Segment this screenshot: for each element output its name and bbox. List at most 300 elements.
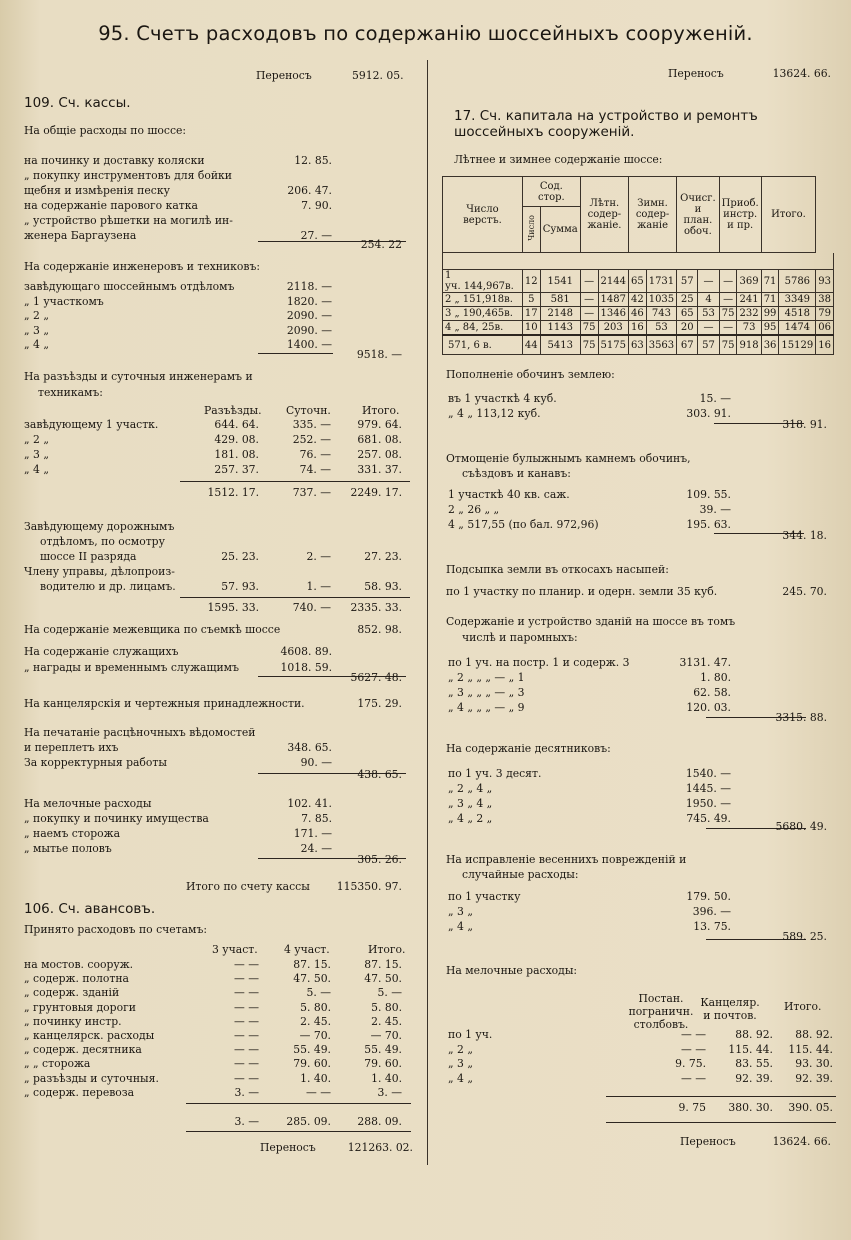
row-label: „ 4 „ [448,1071,473,1085]
maintenance-cell-text: 151,918в. [462,294,513,305]
row-value-a: 57. 93. [221,580,259,593]
row-value-b: 252. — [292,433,331,446]
list-item-value: 1820. — [286,294,332,308]
row-value-a: 25. 23. [221,550,259,563]
maintenance-cell-text: 5413 [547,339,573,351]
maintenance-cell [761,293,779,307]
sum-value-c: 288. 09. [357,1115,402,1128]
row-value-c: 2. 45. [371,1014,402,1028]
row-value-c: 93. 30. [795,1057,833,1070]
maintenance-row [443,321,834,336]
maintenance-cell-text: — [584,275,595,287]
list-item-text: по 1 уч. на постр. 1 и содерж. 3 [448,656,630,669]
list-item-text: 4 „ 517,55 (по бал. 972,96) [448,518,599,531]
col-versts: Число верстъ. [443,177,523,253]
list-item-value: 120. 03. [686,701,731,714]
maintenance-cell-text: 4 [705,294,712,305]
row-value-b: 74. — [299,463,331,476]
maintenance-cell-text: 2148 [547,308,573,319]
row-value-c: 5. 80. [371,1000,402,1014]
list-item-text: „ 4 „ 113,12 куб. [448,407,541,420]
row-label: водителю и др. лицамъ. [40,580,176,593]
engineers-total: 9518. — [356,348,402,361]
row-value-b: 335. — [292,418,331,431]
maintenance-cell [540,321,580,336]
rule [186,1103,411,1104]
list-item-value: 348. 65. [287,741,332,754]
maintenance-cell-text: 5175 [600,339,626,351]
maintenance-cell [580,270,598,293]
petty-col-total: Итого. [784,1000,822,1013]
maintenance-row [443,293,834,307]
row-value-b: 76. — [299,448,331,461]
maintenance-cell [816,270,834,293]
maintenance-cell-text: 2144 [600,275,626,287]
list-item-value: 745. 49. [686,812,731,825]
maintenance-cell [646,335,676,355]
paving-total: 344. 18. [782,529,827,542]
row-value-a: 429. 08. [214,433,259,446]
travel-heading: На разъѣзды и суточныя инженерамъ и [24,370,253,383]
maintenance-cell-text: — [723,322,734,333]
row-value-c: 47. 50. [364,972,402,986]
list-item-text: „ 2 „ „ „ — „ 1 [448,671,525,684]
buildings-heading-cont: числѣ и паромныхъ: [462,631,578,644]
row-value-a: 9. 75. [675,1057,706,1070]
cash-total-value: 115350. 97. [336,880,402,893]
row-value-a: 257. 37. [214,463,259,476]
bottom-carry-label-right: Переносъ [680,1135,736,1148]
list-item-text: 1 участкѣ 40 кв. саж. [448,488,570,501]
maintenance-cell-text: 67 [680,339,694,351]
maintenance-cell-text: 1474 [784,322,811,333]
col-guard-sum: Сумма [540,207,580,253]
list-item-text: „ устройство рѣшетки на могилѣ ин- [24,214,233,227]
list-item-value: 62. 58. [693,686,731,699]
maintenance-sum-row [443,335,834,355]
maintenance-cell [628,293,646,307]
maintenance-cell-text: — [584,294,595,305]
list-item-text: За корректурныя работы [24,756,167,769]
maintenance-cell [761,321,779,336]
row-value-a: — — [233,1014,259,1028]
maintenance-cell [719,307,737,321]
row-label: завѣдующему 1 участк. [24,418,159,431]
bottom-carry-value-right: 13624. 66. [772,1135,831,1148]
maintenance-cell-text: 63 [630,339,644,351]
row-value-b: 47. 50. [293,972,331,986]
engineers-heading: На содержаніе инженеровъ и техниковъ: [24,260,261,273]
paving-heading: Отмощеніе булыжнымъ камнемъ обочинъ, [446,452,691,465]
maintenance-cell [540,270,580,293]
list-item-text: женера Баргаузена [24,229,137,242]
row-value-c: 5. — [377,986,402,1000]
row-label: „ 4 „ [24,463,49,476]
maintenance-cell [737,293,761,307]
maintenance-cell-text: 75 [582,322,596,333]
rule [258,353,333,354]
maintenance-cell [779,270,816,293]
list-item-text: „ наемъ сторожа [24,827,121,840]
list-item-text: „ 3 „ [24,323,49,337]
maintenance-cell-text: 12 [524,275,538,287]
maintenance-cell [628,270,646,293]
petty-heading-right: На мелочные расходы: [446,964,578,977]
slopes-text: по 1 участку по планир. и одерн. земли 35 куб. [446,585,718,598]
maintenance-cell-text: 743 [651,308,671,319]
list-item-text: 2 „ 26 „ „ [448,503,500,516]
maintenance-cell-text: 42 [630,294,644,305]
maintenance-cell [737,270,761,293]
maintenance-cell [677,293,698,307]
maintenance-cell [580,321,598,336]
maintenance-cell [719,293,737,307]
row-value-c: 115. 44. [788,1042,833,1056]
list-item-text: на починку и доставку коляски [24,154,205,167]
list-item-text: „ 3 „ [448,905,473,918]
maintenance-cell-text: 3349 [784,294,811,305]
list-item-value: 303. 91. [686,407,731,420]
maintenance-cell [628,335,646,355]
maintenance-cell [698,270,719,293]
list-item-text: На содержаніе служащихъ [24,645,179,658]
maintenance-cell-text: 16 [818,339,831,351]
maintenance-cell [737,335,761,355]
section-17-heading-cont: шоссейныхъ сооруженій. [454,124,635,140]
row-value-c: 79. 60. [364,1057,402,1071]
maintenance-cell-text: 15129 [781,339,814,351]
list-item-text: На мелочные расходы [24,797,152,810]
list-item-text: завѣдующаго шоссейнымъ отдѣломъ [24,280,235,293]
row-value-a: — — [233,1043,259,1057]
list-item-text: по 1 уч. 3 десят. [448,767,542,780]
row-value-c: 92. 39. [795,1071,833,1085]
general-expenses-heading: На общіе расходы по шоссе: [24,124,187,137]
row-value-b: 2. — [306,550,331,563]
maintenance-cell-text: 65 [680,308,694,319]
maintenance-cell [761,335,779,355]
list-item-text: „ 4 „ [24,338,49,351]
advances-heading: Принято расходовъ по счетамъ: [24,923,207,936]
maintenance-cell [628,307,646,321]
maintenance-cell-text: 190,465в. [462,308,513,319]
row-label: „ починку инстр. [24,1014,122,1028]
list-item-value: 109. 55. [686,488,731,501]
col-shoulders: Очисг. и план. обоч. [677,177,720,253]
list-item-text: на содержаніе парового катка [24,199,198,212]
row-value-a: 181. 08. [214,448,259,461]
rule [606,1122,836,1123]
row-value-b: 83. 55. [735,1057,773,1070]
travel-col-daily: Суточн. [286,404,331,417]
list-item-text: „ 2 „ 4 „ [448,782,493,795]
row-label: Члену управы, дѣлопроиз- [24,565,175,578]
row-label: „ содерж. десятника [24,1043,142,1057]
list-item-value: 24. — [300,842,332,855]
maintenance-cell [779,321,816,336]
maintenance-cell [779,307,816,321]
maintenance-cell [646,307,676,321]
rule [186,1131,411,1132]
maintenance-cell [816,307,834,321]
maintenance-cell [719,270,737,293]
row-value-a: — — [233,986,259,1000]
maintenance-row-label: 2 „ [445,294,460,305]
maintenance-cell-text: 918 [739,339,759,351]
slopes-value: 245. 70. [782,585,827,598]
list-item-text: и переплетъ ихъ [24,741,119,754]
row-value-b: 5. 80. [300,1000,331,1014]
maintenance-row-label: 1 уч. [445,270,461,292]
repairs-heading: На исправленіе весеннихъ повреждeній и [446,853,687,866]
list-item-value: 7. 90. [301,199,332,212]
maintenance-cell [816,321,834,336]
sum-value-b: 285. 09. [286,1115,331,1128]
advances-col-4: 4 участ. [284,943,330,956]
carry-label: Переносъ [256,69,312,82]
maintenance-cell-text: 46 [630,308,644,319]
list-item-value: 1950. — [685,797,731,810]
carry-value: 5912. 05. [352,69,404,82]
col-guards: Сод. стор. [522,177,580,207]
list-item-value: 195. 63. [686,518,731,531]
maintenance-cell [719,321,737,336]
list-item-value: 12. 85. [294,154,332,167]
row-value-b: 1. — [306,580,331,593]
maintenance-cell [646,321,676,336]
maintenance-cell [677,270,698,293]
row-value-a: — — [233,972,259,986]
maintenance-cell [598,307,628,321]
maintenance-cell-text: 1143 [547,322,573,333]
list-item-value: 1540. — [685,767,731,780]
list-item-value: 396. — [692,905,731,918]
list-item-text: „ покупку и починку имущества [24,812,209,825]
maintenance-cell-text: 4518 [784,308,811,319]
sum-value-a: 3. — [234,1115,259,1128]
printing-total: 438. 65. [357,768,402,781]
travel-heading-cont: техникамъ: [38,386,103,399]
maintenance-cell [598,335,628,355]
petty-col-office: Канцеляр. и почтов. [700,996,760,1022]
maintenance-cell-text: 1731 [648,275,675,287]
row-value-b: 88. 92. [735,1028,773,1041]
row-label: „ канцелярск. расходы [24,1029,155,1042]
maintenance-cell [816,335,834,355]
row-value-b: 92. 39. [735,1071,773,1085]
row-label: шоссе II разряда [40,550,137,563]
sum-value-b: 380. 30. [728,1101,773,1114]
foremen-total: 5680. 49. [775,820,827,833]
list-item-value: 7. 85. [301,812,332,825]
row-value-c: 27. 23. [364,550,402,563]
col-summer: Лѣтн. содер- жаніе. [580,177,628,253]
row-value-b: — — [305,1085,331,1099]
row-value-c: 3. — [377,1085,402,1099]
maintenance-cell-text: 16 [630,322,644,333]
surveyor-value: 852. 98. [357,623,402,636]
row-value-b: 79. 60. [293,1057,331,1071]
section-17-heading: 17. Сч. капитала на устройство и ремонтъ [454,108,758,124]
row-label: „ разъѣзды и суточныя. [24,1071,159,1085]
maintenance-cell-text: 36 [763,339,777,351]
foremen-heading: На содержаніе десятниковъ: [446,742,611,755]
maintenance-cell [698,293,719,307]
petty-col-posts: Постан. пограничн. столбовъ. [628,992,694,1031]
petty-total: 305. 26. [357,853,402,866]
list-item-text: „ 4 „ „ „ — „ 9 [448,701,525,714]
maintenance-cell [646,293,676,307]
list-item-text: „ 1 участкомъ [24,294,104,308]
col-winter: Зимн. содер- жаніе [628,177,676,253]
row-value-a: — — [233,1071,259,1085]
maintenance-cell [580,293,598,307]
maintenance-spacer [443,253,834,270]
list-item-value: 15. — [699,392,731,405]
row-value-c: 257. 08. [357,448,402,461]
maintenance-cell-text: — [703,275,714,287]
maintenance-cell [598,270,628,293]
maintenance-cell-text: 38 [818,294,831,305]
maintenance-cell [580,335,598,355]
maintenance-cell [598,293,628,307]
list-item-text: по 1 участку [448,890,521,903]
maintenance-cell [737,321,761,336]
rule [606,1096,836,1097]
row-value-b: 1. 40. [300,1071,331,1085]
maintenance-cell [761,307,779,321]
row-value-c: 58. 93. [364,580,402,593]
col-total: Итого. [761,177,816,253]
row-label: по 1 уч. [448,1028,493,1041]
maintenance-cell-text: 53 [655,322,668,333]
sum-value-a: 9. 75 [678,1101,706,1114]
general-expenses-total: 254. 22 [360,238,402,251]
list-item-value: 27. — [300,229,332,242]
row-label: „ 2 „ [24,433,49,446]
maintenance-cell [540,293,580,307]
row-value-b: 2. 45. [300,1014,331,1028]
maintenance-cell-text: 17 [524,308,538,319]
list-item-text: На печатаніе расцѣночныхъ вѣдомостей [24,726,256,739]
list-item-value: 179. 50. [686,890,731,903]
maintenance-cell [443,321,523,336]
buildings-heading: Содержаніе и устройство зданій на шоссе въ томъ [446,615,736,628]
maintenance-cell-text: 75 [721,308,735,319]
list-item-value: 4608. 89. [280,645,332,658]
maintenance-cell-text: — [723,294,734,305]
maintenance-cell-text: 06 [818,322,831,333]
maintenance-cell [443,335,523,355]
rule [180,481,410,482]
row-value-b: 55. 49. [293,1043,331,1057]
travel-col-total: Итого. [362,404,400,417]
maintenance-cell-text: 25 [680,294,694,305]
maintenance-cell-text: — [584,308,595,319]
travel-col-trips: Разъѣзды. [204,404,262,417]
maintenance-cell-text: 10 [524,322,538,333]
sum-value-a: 1512. 17. [207,486,259,499]
sum-value-b: 740. — [292,601,331,614]
maintenance-cell-text: 84, 25в. [462,322,504,333]
list-item-text: щебня и измѣренія песку [24,184,170,197]
slopes-heading: Подсыпка земли въ откосахъ насыпей: [446,563,669,576]
maintenance-cell [779,293,816,307]
section-106-heading: 106. Сч. авансовъ. [24,901,156,917]
page-title: 95. Счетъ расходовъ по содержанію шоссейныхъ сооруженій. [98,22,753,45]
row-label: на мостов. сооруж. [24,958,134,971]
maintenance-cell [522,321,540,336]
carry-label-right: Переносъ [668,67,724,80]
maintenance-cell [646,270,676,293]
repairs-heading-cont: случайные расходы: [462,868,579,881]
maintenance-cell [719,335,737,355]
list-item-text: въ 1 участкѣ 4 куб. [448,392,557,405]
row-value-c: 331. 37. [357,463,402,476]
maintenance-cell [540,335,580,355]
maintenance-cell-text: 93 [818,275,831,287]
bottom-carry-value: 121263. 02. [347,1141,413,1154]
maintenance-cell-text: 20 [680,322,694,333]
row-value-a: 3. — [234,1085,259,1099]
maintenance-cell [522,293,540,307]
row-value-c: — 70. [370,1029,402,1042]
row-value-c: 979. 64. [357,418,402,431]
maintenance-row-label: 4 „ [445,322,460,333]
fill-heading: Пополненіе обочинъ землею: [446,368,615,381]
maintenance-cell [698,321,719,336]
maintenance-row [443,270,834,293]
list-item-value: 1018. 59. [280,661,332,674]
maintenance-cell-text: — [703,322,714,333]
maintenance-cell [522,307,540,321]
maintenance-cell [698,335,719,355]
row-label: „ 2 „ [448,1042,473,1056]
maintenance-cell-text: 71 [763,275,777,287]
maintenance-cell-text: 75 [582,339,596,351]
list-item-text: „ 3 „ 4 „ [448,797,493,810]
maintenance-cell [580,307,598,321]
maintenance-cell-text: 71 [763,294,777,305]
advances-col-total: Итого. [368,943,406,956]
maintenance-cell-text: 1541 [547,275,573,287]
row-value-a: 644. 64. [214,418,259,431]
list-item-value: 1445. — [685,782,731,795]
maintenance-table [442,176,834,355]
maintenance-cell [522,270,540,293]
maintenance-cell-text: 581 [550,294,570,305]
maintenance-cell [443,293,523,307]
list-item-value: 102. 41. [287,797,332,810]
list-item-value: 2118. — [286,280,332,293]
row-value-b: 115. 44. [728,1042,773,1056]
list-item-text: „ 3 „ „ „ — „ 3 [448,686,525,699]
row-value-b: — 70. [299,1029,331,1042]
maintenance-cell-text: — [723,275,734,287]
sum-value-c: 2249. 17. [350,486,402,499]
list-item-text: „ мытье половъ [24,842,112,855]
row-label: „ грунтовыя дороги [24,1000,136,1014]
list-item-value: 1. 80. [700,671,731,684]
row-value-a: — — [233,958,259,971]
list-item-text: „ награды и временнымъ служащимъ [24,661,239,674]
maintenance-cell-text: 79 [818,308,831,319]
list-item-text: „ покупку инструментовъ для бойки [24,169,232,182]
list-item-text: „ 2 „ [24,309,49,322]
maintenance-row [443,307,834,321]
maintenance-cell [737,307,761,321]
list-item-text: „ 4 „ [448,920,473,933]
